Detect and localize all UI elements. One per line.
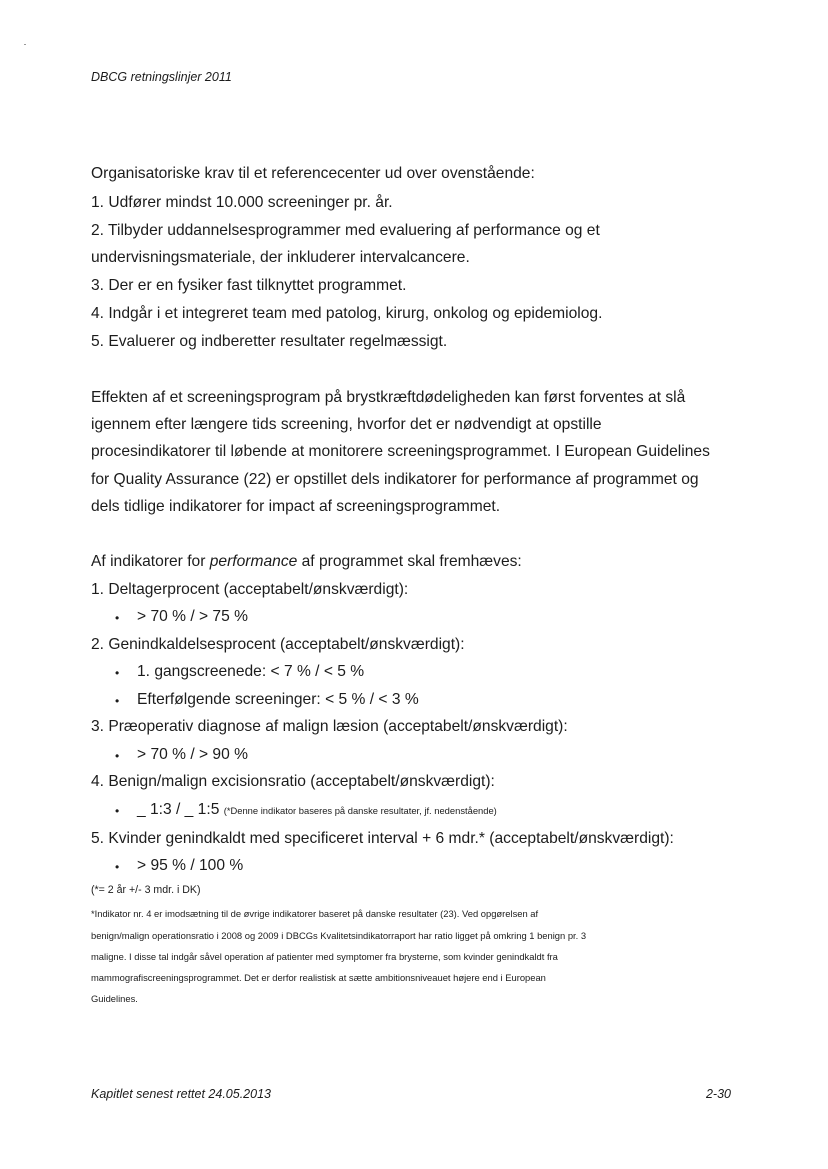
bullet-marker: •: [115, 804, 120, 818]
section2-line-4: for Quality Assurance (22) er opstillet dels indikatorer for performance af programmet og: [91, 471, 699, 488]
bullet-marker: •: [115, 611, 120, 625]
footer-revision-date: Kapitlet senest rettet 24.05.2013: [91, 1087, 271, 1101]
footnote-line-3: maligne. I disse tal indgår såvel operation af patienter med symptomer fra brysterne, som kvinder genindkaldt fra: [91, 951, 558, 962]
footnote-line-1: *Indikator nr. 4 er imodsætning til de øvrige indikatorer baseret på danske resultater (23). Ved opgørelsen af: [91, 908, 539, 919]
section2-line-5: dels tidlige indikatorer for impact af screeningsprogrammet.: [91, 498, 501, 515]
footnote-line-5: Guidelines.: [91, 993, 138, 1004]
bullet-marker: •: [115, 860, 120, 874]
section1-item-2-cont: undervisningsmateriale, der inkluderer intervalcancere.: [91, 249, 470, 266]
bullet-marker: •: [115, 749, 120, 763]
footnote-line-2: benign/malign operationsratio i 2008 og 2009 i DBCGs Kvalitetsindikatorraport har ratio ligget på omkring 1 benign pr. 3: [91, 930, 587, 941]
indicator-2-bullet-2: Efterfølgende screeninger: < 5 % / < 3 %: [137, 691, 419, 708]
section1-item-3: 3. Der er en fysiker fast tilknyttet programmet.: [91, 277, 407, 294]
indicator-4-bullet-1: [137, 801, 497, 819]
section1-intro: Organisatoriske krav til et referencecenter ud over ovenstående:: [91, 165, 535, 182]
scan-mark: [24, 44, 26, 45]
section1-item-4: 4. Indgår i et integreret team med patolog, kirurg, onkolog og epidemiolog.: [91, 305, 603, 322]
bullet-marker: •: [115, 694, 120, 708]
section2-line-2: igennem efter længere tids screening, hvorfor det er nødvendigt at opstille: [91, 416, 602, 433]
indicator-5: 5. Kvinder genindkaldt med specificeret interval + 6 mdr.* (acceptabelt/ønskværdigt):: [91, 830, 674, 847]
bullet-marker: •: [115, 666, 120, 680]
page-header: DBCG retningslinjer 2011: [91, 70, 232, 84]
indicator-4-note: (*Denne indikator baseres på danske resultater, jf. nedenstående): [223, 805, 497, 816]
indicator-4: 4. Benign/malign excisionsratio (acceptabelt/ønskværdigt):: [91, 773, 495, 790]
section2-line-1: Effekten af et screeningsprogram på brystkræftdødeligheden kan først forventes at slå: [91, 389, 686, 406]
section1-item-5: 5. Evaluerer og indberetter resultater regelmæssigt.: [91, 333, 448, 350]
page-number: 2-30: [705, 1087, 731, 1101]
section3-intro-post: af programmet skal fremhæves:: [297, 553, 522, 570]
indicator-3: 3. Præoperativ diagnose af malign læsion (acceptabelt/ønskværdigt):: [91, 718, 568, 735]
section2-line-3: procesindikatorer til løbende at monitorere screeningsprogrammet. I European Guidelines: [91, 443, 710, 460]
indicator-2-bullet-1: 1. gangscreenede: < 7 % / < 5 %: [137, 663, 365, 680]
section3-intro-pre: Af indikatorer for: [91, 553, 210, 570]
indicator-1: 1. Deltagerprocent (acceptabelt/ønskværdigt):: [91, 581, 409, 598]
section1-item-2: 2. Tilbyder uddannelsesprogrammer med evaluering af performance og et: [91, 222, 600, 239]
section1-item-1: 1. Udfører mindst 10.000 screeninger pr. år.: [91, 194, 393, 211]
footnote-line-4: mammografiscreeningsprogrammet. Det er derfor realistisk at sætte ambitionsniveauet højere end i European: [91, 972, 546, 983]
indicator-2: 2. Genindkaldelsesprocent (acceptabelt/ønskværdigt):: [91, 636, 465, 653]
interval-note: (*= 2 år +/- 3 mdr. i DK): [91, 884, 201, 896]
indicator-5-bullet-1: > 95 % / 100 %: [137, 857, 244, 874]
section3-intro: [91, 553, 522, 571]
indicator-4-ratio: _ 1:3 / _ 1:5: [137, 801, 220, 818]
section3-intro-em: performance: [209, 553, 298, 570]
indicator-3-bullet-1: > 70 % / > 90 %: [137, 746, 248, 763]
indicator-1-bullet-1: > 70 % / > 75 %: [137, 608, 248, 625]
